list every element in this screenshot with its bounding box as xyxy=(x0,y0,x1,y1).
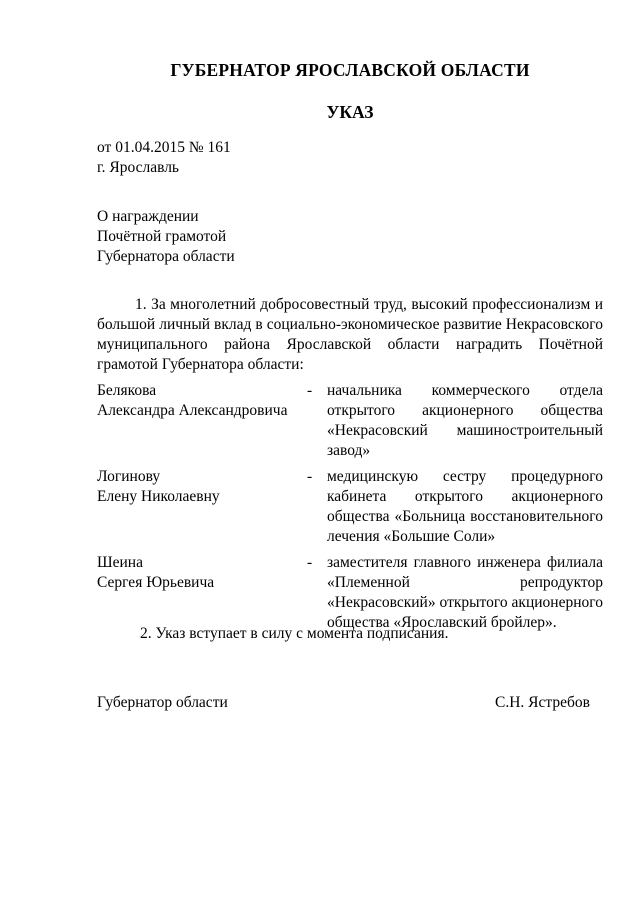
awardee-given-name: Александра Александровича xyxy=(97,402,288,419)
signature-title: Губернатор области xyxy=(97,694,228,711)
signature-name: С.Н. Ястребов xyxy=(495,694,590,711)
subject-line: Почётной грамотой xyxy=(97,228,227,245)
awardee-surname: Белякова xyxy=(97,382,157,399)
awardee-dash: - xyxy=(307,382,313,399)
awardee-dash: - xyxy=(307,468,313,485)
paragraph-1: 1. За многолетний добросовестный труд, высокий профессионализм и большой личный вклад в социально-экономическое развитие Некрасовского муниципального района Ярославской области наградить Почётной грамотой Губернатора области: xyxy=(97,296,603,373)
document-subject xyxy=(97,207,235,267)
awardee-given-name: Сергея Юрьевича xyxy=(97,574,215,591)
paragraph-2: 2. Указ вступает в силу с момента подписания. xyxy=(140,625,449,642)
subject-line: Губернатора области xyxy=(97,248,235,265)
awardee-position: медицинскую сестру процедурного кабинета открытого акционерного общества «Больница восстановительного лечения «Большие Соли» xyxy=(327,468,603,545)
awardee-name xyxy=(97,553,297,593)
awardee-name xyxy=(97,381,297,421)
awardee-surname: Шеина xyxy=(97,554,143,571)
document-meta xyxy=(97,138,231,178)
awardee-given-name: Елену Николаевну xyxy=(97,488,220,505)
document-type: УКАЗ xyxy=(326,102,374,122)
awardee-surname: Логинову xyxy=(97,468,161,485)
document-title: ГУБЕРНАТОР ЯРОСЛАВСКОЙ ОБЛАСТИ xyxy=(170,60,530,80)
date-number: от 01.04.2015 № 161 xyxy=(97,139,231,156)
awardee-dash: - xyxy=(307,554,313,571)
subject-line: О награждении xyxy=(97,208,199,225)
awardee-name xyxy=(97,467,297,507)
awardee-position: начальника коммерческого отдела открытого акционерного общества «Некрасовский машиностроительный завод» xyxy=(327,382,603,459)
awardee-position: заместителя главного инженера филиала «Племенной репродуктор «Некрасовский» открытого акционерного общества «Ярославский бройлер». xyxy=(327,554,603,631)
city: г. Ярославль xyxy=(97,159,179,176)
